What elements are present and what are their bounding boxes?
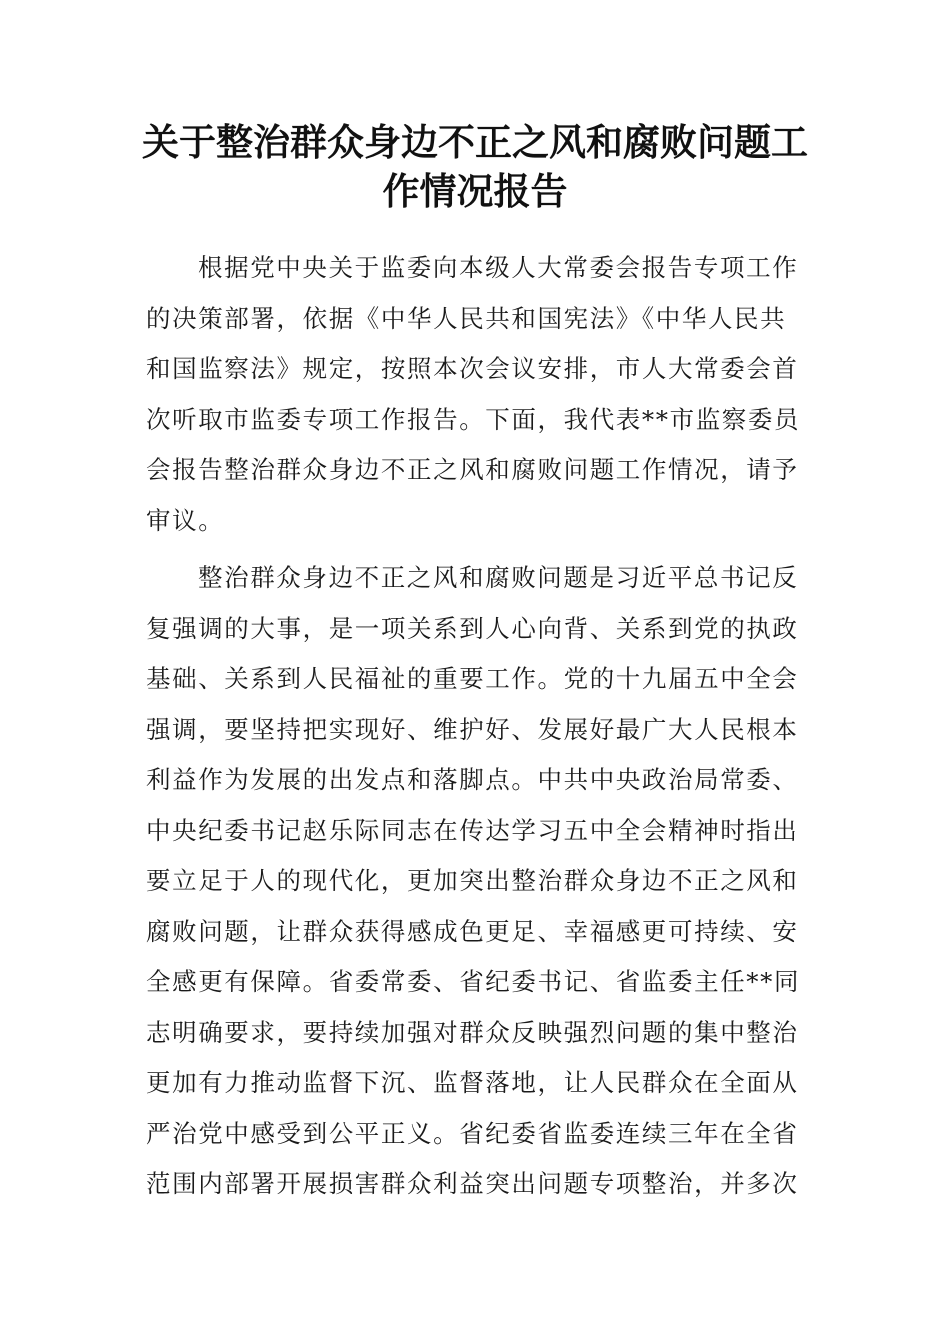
paragraph-line: 基础、关系到人民福祉的重要工作。党的十九届五中全会	[146, 664, 799, 693]
paragraph-line: 利益作为发展的出发点和落脚点。中共中央政治局常委、	[146, 765, 799, 794]
paragraph-line: 中央纪委书记赵乐际同志在传达学习五中全会精神时指出	[146, 815, 799, 845]
paragraph-line: 根据党中央关于监委向本级人大常委会报告专项工作	[198, 253, 799, 282]
paragraph-line: 更加有力推动监督下沉、监督落地，让人民群众在全面从	[146, 1068, 799, 1097]
paragraph-line: 和国监察法》规定，按照本次会议安排，市人大常委会首	[146, 354, 799, 383]
paragraph-2	[146, 553, 810, 1210]
paragraph-line: 整治群众身边不正之风和腐败问题是习近平总书记反	[198, 563, 799, 592]
document-title-line-1: 关于整治群众身边不正之风和腐败问题工	[142, 120, 808, 164]
paragraph-line: 志明确要求，要持续加强对群众反映强烈问题的集中整治	[146, 1017, 799, 1047]
paragraph-line: 次听取市监委专项工作报告。下面，我代表**市监察委员	[146, 404, 801, 434]
paragraph-1	[146, 243, 810, 546]
document-title-line-2: 作情况报告	[382, 169, 568, 213]
document-title	[130, 118, 820, 216]
paragraph-line: 腐败问题，让群众获得感成色更足、幸福感更可持续、安	[146, 916, 799, 946]
paragraph-line: 严治党中感受到公平正义。省纪委省监委连续三年在全省	[146, 1118, 799, 1148]
paragraph-line: 会报告整治群众身边不正之风和腐败问题工作情况，请予	[146, 455, 799, 484]
paragraph-line: 审议。	[146, 505, 225, 535]
paragraph-line: 范围内部署开展损害群众利益突出问题专项整治，并多次	[146, 1169, 799, 1198]
paragraph-line: 强调，要坚持把实现好、维护好、发展好最广大人民根本	[146, 714, 799, 744]
paragraph-line: 要立足于人的现代化，更加突出整治群众身边不正之风和	[146, 866, 799, 895]
paragraph-line: 全感更有保障。省委常委、省纪委书记、省监委主任**同	[146, 967, 801, 996]
paragraph-line: 复强调的大事，是一项关系到人心向背、关系到党的执政	[146, 613, 799, 643]
paragraph-line: 的决策部署，依据《中华人民共和国宪法》《中华人民共	[146, 303, 787, 333]
